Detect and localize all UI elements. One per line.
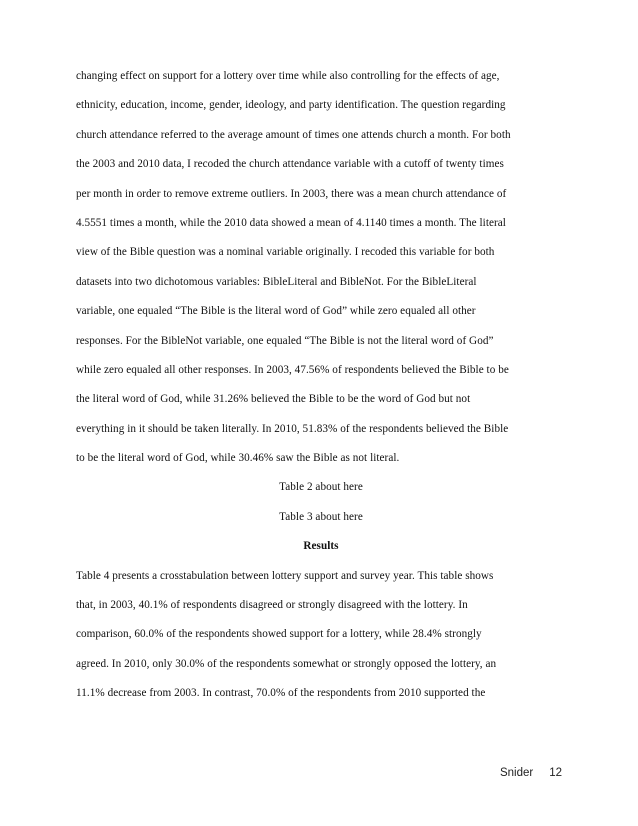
- text-line: 4.5551 times a month, while the 2010 data showed a mean of 4.1140 times a month. The literal: [76, 216, 506, 229]
- text-line: datasets into two dichotomous variables: BibleLiteral and BibleNot. For the BibleLiteral: [76, 275, 477, 288]
- page-footer: [500, 767, 562, 779]
- text-line: while zero equaled all other responses. In 2003, 47.56% of respondents believed the Bible to be: [76, 363, 509, 376]
- text-line: Table 4 presents a crosstabulation between lottery support and survey year. This table shows: [76, 569, 494, 582]
- text-line: everything in it should be taken literally. In 2010, 51.83% of the respondents believed the Bible: [76, 422, 509, 435]
- table-placement-note: Table 3 about here: [279, 510, 363, 523]
- paragraph-1: [76, 62, 566, 473]
- table-placement-note: Table 2 about here: [279, 481, 363, 494]
- text-line: comparison, 60.0% of the respondents showed support for a lottery, while 28.4% strongly: [76, 628, 482, 641]
- text-line: responses. For the BibleNot variable, one equaled “The Bible is not the literal word of God”: [76, 334, 494, 347]
- text-line: agreed. In 2010, only 30.0% of the respondents somewhat or strongly opposed the lottery, an: [76, 657, 497, 670]
- text-line: 11.1% decrease from 2003. In contrast, 70.0% of the respondents from 2010 supported the: [76, 687, 486, 700]
- page-body: [76, 62, 566, 709]
- page-number: 12: [549, 767, 562, 779]
- footer-author: Snider: [499, 767, 534, 779]
- text-line: variable, one equaled “The Bible is the literal word of God” while zero equaled all other: [76, 305, 476, 318]
- text-line: changing effect on support for a lottery over time while also controlling for the effects of age,: [76, 70, 500, 82]
- text-line: view of the Bible question was a nominal variable originally. I recoded this variable for both: [76, 246, 495, 259]
- text-line: church attendance referred to the average amount of times one attends church a month. For both: [76, 128, 511, 141]
- text-line: per month in order to remove extreme outliers. In 2003, there was a mean church attendance of: [76, 187, 507, 200]
- section-heading: Results: [303, 540, 339, 553]
- text-line: the 2003 and 2010 data, I recoded the church attendance variable with a cutoff of twenty times: [76, 158, 504, 171]
- paragraph-2: [76, 562, 566, 709]
- text-line: that, in 2003, 40.1% of respondents disagreed or strongly disagreed with the lottery. In: [76, 599, 468, 612]
- text-line: ethnicity, education, income, gender, ideology, and party identification. The question regarding: [76, 99, 506, 112]
- text-line: the literal word of God, while 31.26% believed the Bible to be the word of God but not: [76, 393, 471, 406]
- text-line: to be the literal word of God, while 30.46% saw the Bible as not literal.: [76, 452, 400, 465]
